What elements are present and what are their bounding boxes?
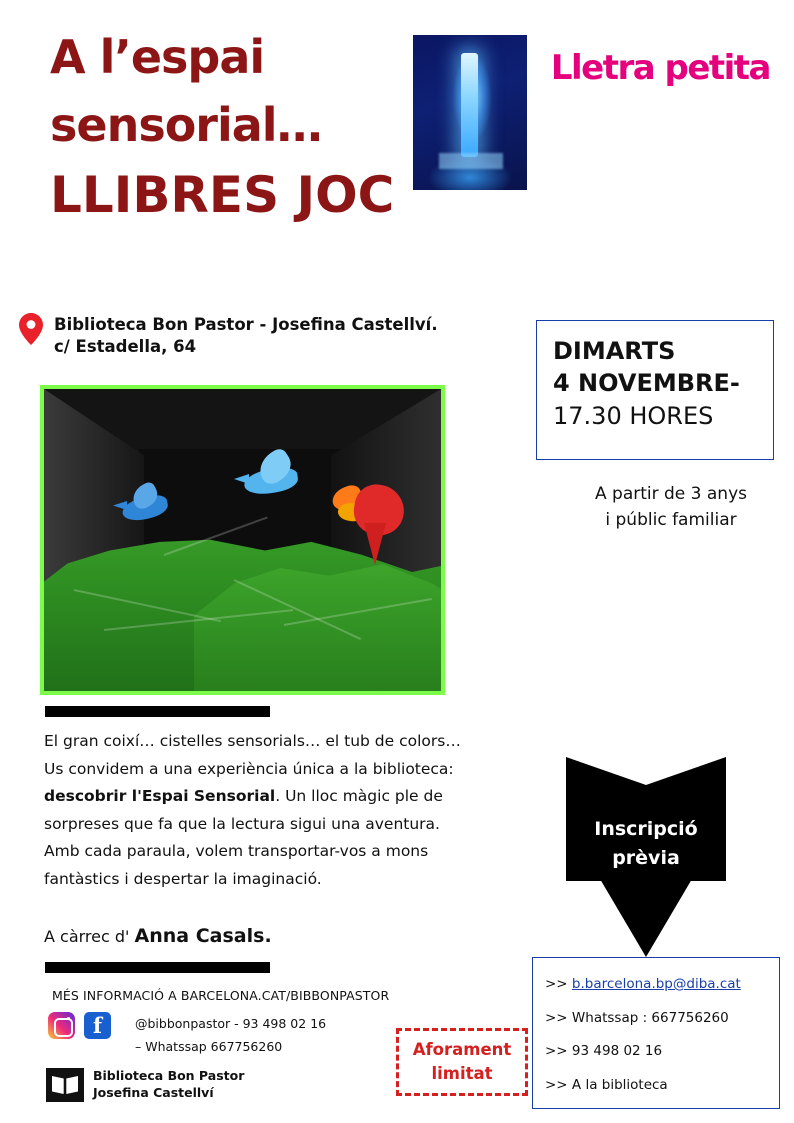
contact-text: A la biblioteca [571, 1076, 668, 1093]
contact-prefix: >> [545, 976, 572, 992]
title-line-3: LLIBRES JOC [50, 166, 395, 224]
audience-line-1: A partir de 3 anys [595, 484, 747, 504]
email-link[interactable]: b.barcelona.bp@diba.cat [571, 976, 741, 992]
credit-block [44, 925, 272, 947]
location-line-1: Biblioteca Bon Pastor - Josefina Castellví. [54, 315, 438, 334]
capacity-badge [396, 1028, 528, 1096]
poster-title [50, 30, 470, 224]
instagram-icon[interactable] [48, 1012, 75, 1039]
contact-item-email [545, 968, 767, 1002]
contact-prefix: >> [545, 1076, 572, 1093]
kicker-lletra-petita: Lletra petita [550, 48, 770, 88]
contact-item-phone [545, 1035, 767, 1069]
credit-name: Anna Casals. [134, 925, 272, 947]
title-line-1: A l’espai [50, 30, 265, 84]
audience-line-2: i públic familiar [605, 509, 737, 530]
library-logo [46, 1068, 244, 1102]
description-text [44, 728, 504, 893]
contact-text: 93 498 02 16 [571, 1043, 663, 1060]
divider-rule-top [45, 706, 270, 717]
location-block [18, 312, 538, 359]
handle-line-1: @bibbonpastor - 93 498 02 16 [135, 1016, 327, 1031]
title-line-2: sensorial… [50, 98, 322, 152]
library-mark-icon [46, 1068, 84, 1102]
contact-box [532, 957, 780, 1109]
contact-item-inperson [545, 1069, 767, 1103]
divider-rule-bottom [45, 962, 270, 973]
audience-note [556, 482, 786, 533]
location-text [54, 312, 438, 359]
glow-base-shape [439, 153, 503, 169]
social-handles [135, 1012, 326, 1058]
date-weekday: DIMARTS [553, 337, 676, 365]
contact-prefix: >> [545, 1043, 572, 1060]
library-name-line-1: Biblioteca Bon Pastor [93, 1068, 245, 1084]
date-day-month: 4 NOVEMBRE- [553, 369, 740, 398]
library-name-line-2: Josefina Castellví [93, 1085, 214, 1100]
description-line-6: fantàstics i despertar la imaginació. [44, 869, 322, 888]
contact-text: Whatssap : 667756260 [571, 1009, 729, 1026]
social-icons [48, 1012, 111, 1039]
description-line-3 [44, 783, 504, 811]
credit-prefix: A càrrec d' [44, 927, 130, 946]
library-logo-text [93, 1068, 244, 1102]
registration-arrow [566, 757, 726, 957]
capacity-line-1: Aforament [412, 1040, 512, 1060]
sensory-tube-photo [413, 35, 527, 190]
paper-art-illustration [40, 385, 445, 695]
description-line-2: Us convidem a una experiència única a la biblioteca: [44, 759, 454, 778]
registration-label [566, 815, 726, 872]
more-info-text: MÉS INFORMACIÓ A BARCELONA.CAT/BIBBONPASTOR [52, 988, 390, 1003]
location-line-2: c/ Estadella, 64 [54, 337, 197, 357]
glow-tube-shape [461, 53, 478, 157]
registration-label-line-2: prèvia [612, 846, 680, 869]
poster-header [0, 0, 794, 300]
description-line-5: Amb cada paraula, volem transportar-vos a mons [44, 842, 429, 861]
map-pin-icon [18, 312, 44, 346]
date-time: 17.30 HORES [553, 401, 714, 430]
facebook-icon[interactable]: f [84, 1012, 111, 1039]
handle-line-2: – Whatssap 667756260 [135, 1039, 283, 1055]
date-box [536, 320, 774, 460]
description-line-1: El gran coixí… cistelles sensorials… el tub de colors… [44, 732, 461, 750]
contact-prefix: >> [545, 1009, 572, 1026]
description-line-4: sorpreses que fa que la lectura sigui una aventura. [44, 814, 440, 833]
registration-label-line-1: Inscripció [594, 818, 698, 840]
description-emphasis: descobrir l'Espai Sensorial [44, 787, 276, 806]
description-line-3-rest: . Un lloc màgic ple de [275, 787, 443, 806]
contact-item-whatsapp [545, 1002, 767, 1036]
illustration-room [44, 389, 441, 691]
capacity-line-2: limitat [431, 1064, 493, 1083]
